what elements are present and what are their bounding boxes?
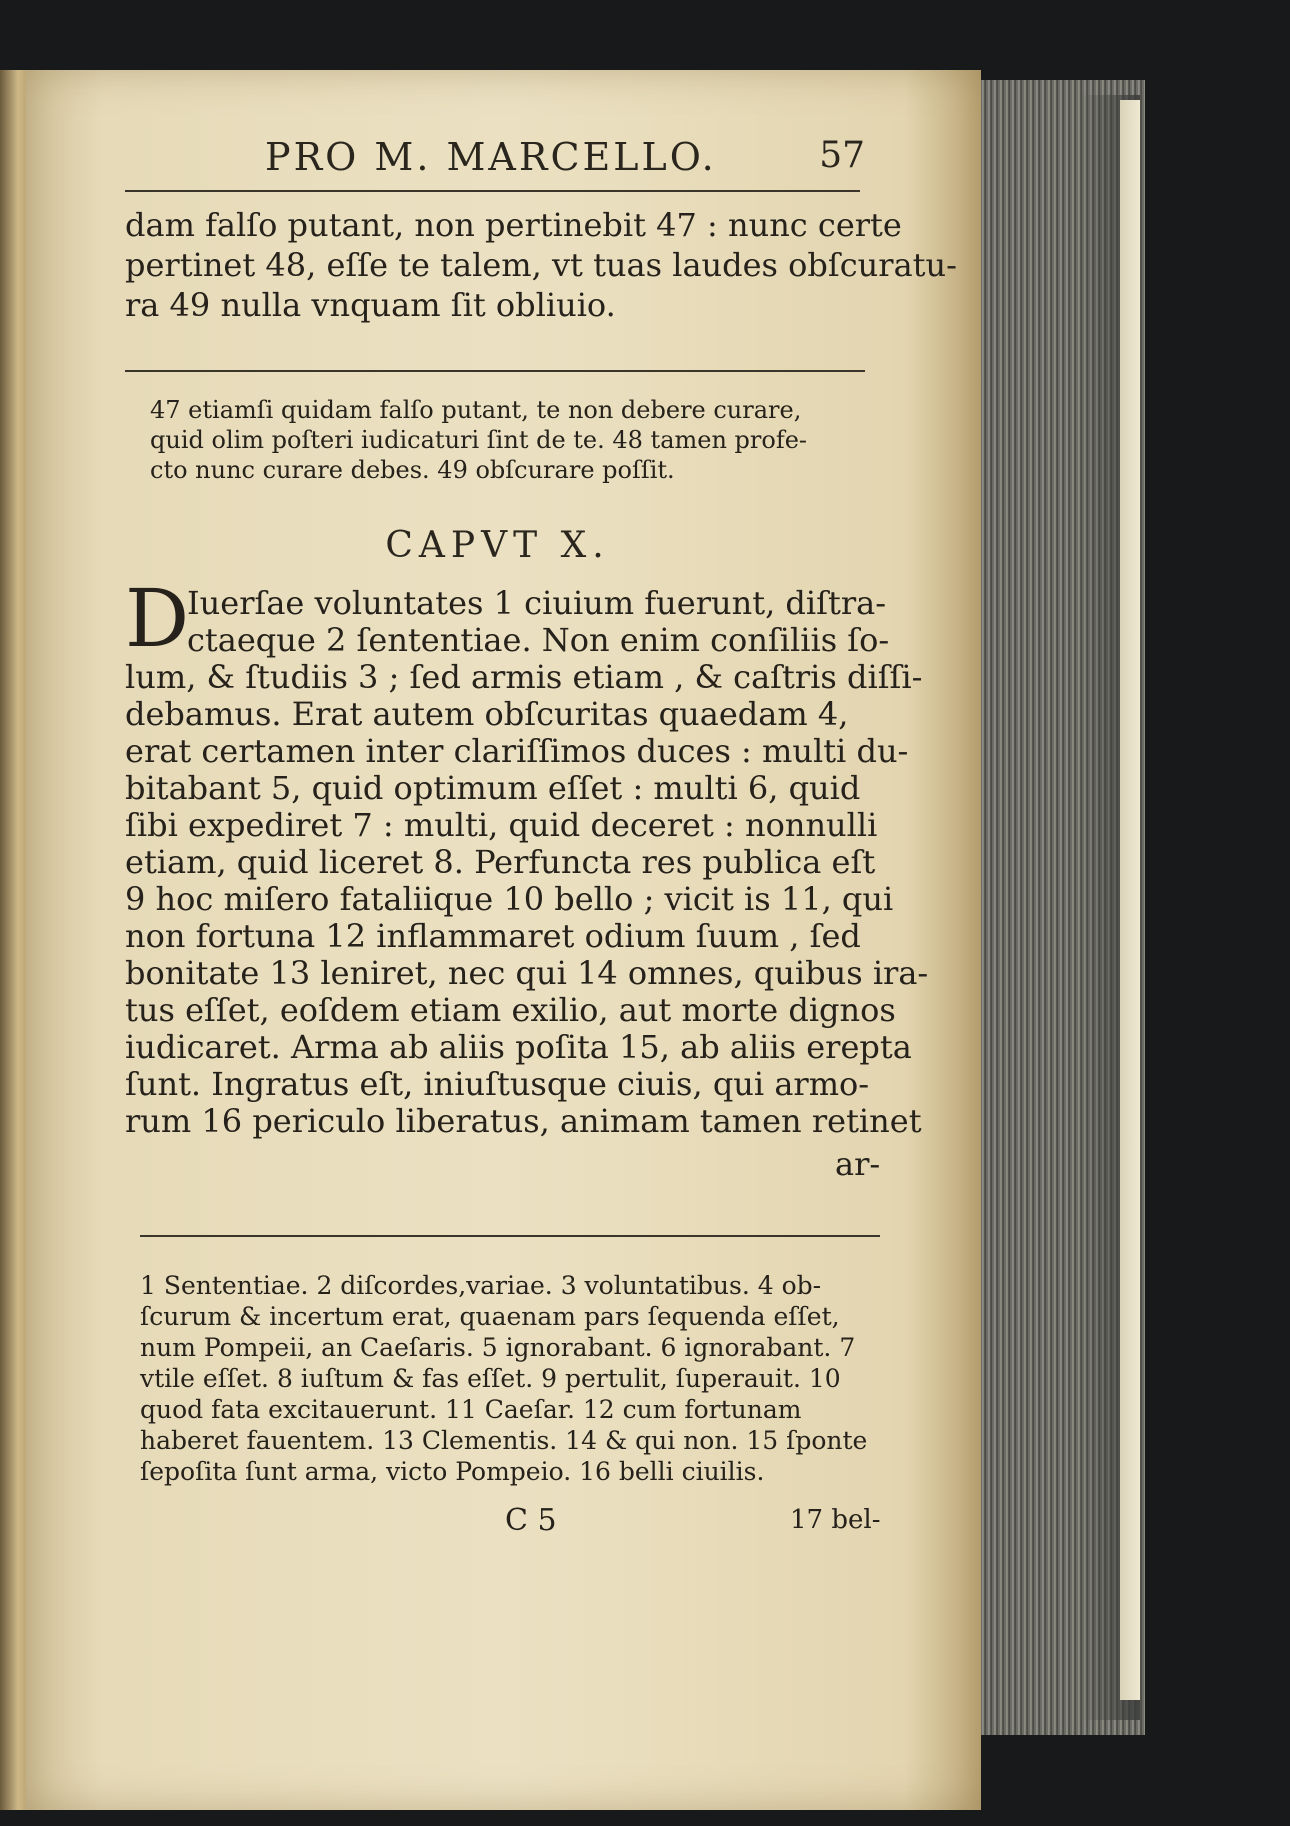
text-line: 9 hoc miſero fataliique 10 bello ; vicit is 11, qui: [125, 880, 894, 918]
footnote-line: cto nunc curare debes. 49 obſcurare poſſit.: [150, 456, 675, 484]
footnote-line: vtile eſſet. 8 iuſtum & fas eſſet. 9 pertulit, ſuperauit. 10: [140, 1364, 841, 1393]
notes-rule-1: [125, 370, 865, 372]
signature-mark: C 5: [505, 1503, 557, 1538]
text-line: Iuerſae voluntates 1 ciuium fuerunt, diſtra-: [187, 584, 887, 622]
footnote-line: quod fata excitauerunt. 11 Caeſar. 12 cum fortunam: [140, 1395, 802, 1424]
text-line: ra 49 nulla vnquam ſit obliuio.: [125, 286, 616, 324]
text-line: ſunt. Ingratus eſt, iniuſtusque ciuis, qui armo-: [125, 1065, 870, 1103]
page-header: [125, 135, 865, 180]
text-line: bonitate 13 leniret, nec qui 14 omnes, quibus ira-: [125, 954, 929, 992]
cover-edge: [1120, 100, 1140, 1700]
footnote-line: ſcurum & incertum erat, quaenam pars ſequenda eſſet,: [140, 1302, 840, 1331]
text-line: ſibi expediret 7 : multi, quid deceret : nonnulli: [125, 806, 878, 844]
text-line: tus eſſet, eoſdem etiam exilio, aut morte dignos: [125, 991, 896, 1029]
text-line: dam falſo putant, non pertinebit 47 : nunc certe: [125, 206, 902, 244]
footnote-line: quid olim poſteri iudicaturi ſint de te. 48 tamen profe-: [150, 426, 808, 454]
text-line: non fortuna 12 inflammaret odium ſuum , ſed: [125, 917, 861, 955]
text-line: debamus. Erat autem obſcuritas quaedam 4,: [125, 695, 849, 733]
text-line: pertinet 48, eſſe te talem, vt tuas laudes obſcuratu-: [125, 246, 957, 284]
text-block-1: [125, 205, 957, 325]
footnotes-block-2: [140, 1270, 885, 1487]
notes-rule-2: [140, 1235, 880, 1237]
text-line: ctaeque 2 ſententiae. Non enim conſiliis ſo-: [187, 621, 890, 659]
footnote-line: num Pompeii, an Caeſaris. 5 ignorabant. 6 ignorabant. 7: [140, 1333, 856, 1362]
footnote-line: ſepoſita ſunt arma, victo Pompeio. 16 belli ciuilis.: [140, 1457, 765, 1486]
footnotes-block-1: [150, 395, 870, 485]
chapter-heading: CAPVT X.: [385, 525, 610, 566]
text-line: iudicaret. Arma ab aliis poſita 15, ab aliis erepta: [125, 1028, 912, 1066]
footnote-line: haberet fauentem. 13 Clementis. 14 & qui non. 15 ſponte: [140, 1426, 868, 1455]
running-title: PRO M. MARCELLO.: [265, 135, 717, 179]
dropcap-initial: D: [125, 572, 190, 665]
text-line: rum 16 periculo liberatus, animam tamen retinet: [125, 1102, 922, 1140]
header-rule: [125, 190, 860, 192]
catchword-main: ar-: [835, 1145, 881, 1183]
catchword: 17 bel-: [790, 1505, 881, 1535]
text-line: erat certamen inter clariſſimos duces : multi du-: [125, 732, 909, 770]
footnote-line: 47 etiamſi quidam falſo putant, te non debere curare,: [150, 396, 802, 424]
text-line: bitabant 5, quid optimum eſſet : multi 6, quid: [125, 769, 861, 807]
page-number: 57: [819, 135, 865, 176]
text-line: lum, & ſtudiis 3 ; ſed armis etiam , & caſtris diſſi-: [125, 658, 923, 696]
footnote-line: 1 Sententiae. 2 diſcordes,variae. 3 voluntatibus. 4 ob-: [140, 1271, 822, 1300]
text-line: etiam, quid liceret 8. Perfuncta res publica eſt: [125, 843, 876, 881]
text-block-2: [125, 572, 929, 1140]
